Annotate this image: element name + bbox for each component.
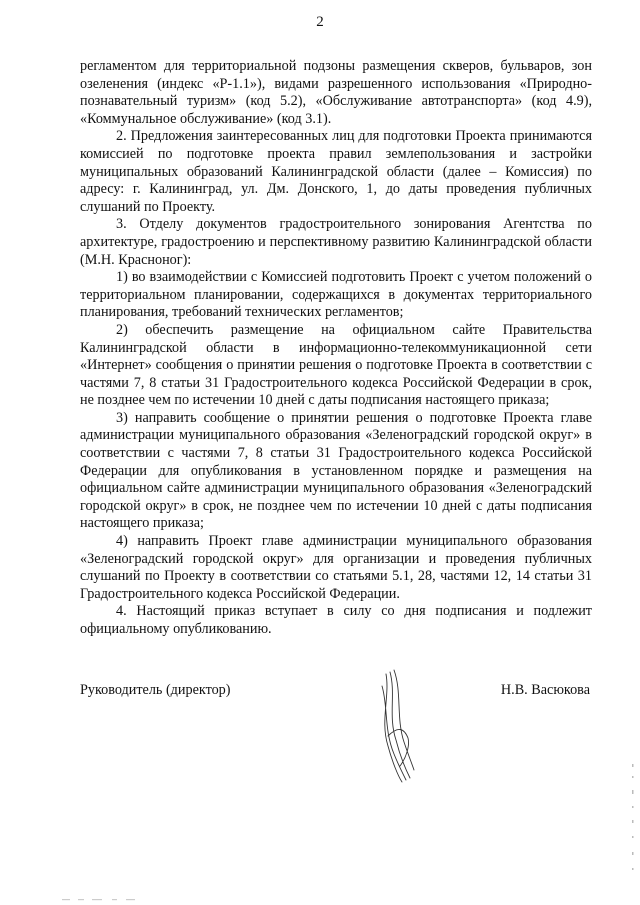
paragraph-subitem-1: 1) во взаимодействии с Комиссией подготовить Проект с учетом положений о территориальном планировании, содержащихся в документах территориального планирования, требований технических регламентов; — [80, 269, 592, 321]
signature-block — [80, 682, 590, 812]
signatory-name: Н.В. Васюкова — [500, 682, 590, 698]
paragraph-subitem-2: 2) обеспечить размещение на официальном сайте Правительства Калининградской области в информационно-телекоммуникационной сети «Интернет» сообщения о принятии решения о подготовке Проекта в соответствии с частями 7, 8 статьи 31 Градостроительного кодекса Российской Федерации в срок, не позднее чем по истечении 10 дней с даты подписания настоящего приказа; — [80, 321, 592, 409]
scan-margin-marks — [630, 760, 636, 880]
paragraph-item-2: 2. Предложения заинтересованных лиц для подготовки Проекта принимаются комиссией по подготовке проекта правил землепользования и застройки муниципальных образований Калининградской области (далее – Комиссия) по адресу: г. Калининград, ул. Дм. Донского, 1, до даты проведения публичных слушаний по Проекту. — [80, 128, 592, 215]
paragraph-subitem-4: 4) направить Проект главе администрации муниципального образования «Зеленоградский городской округ» для организации и проведения публичных слушаний по Проекту в соответствии со статьями 5.1, 28, частями 12, 14 статьи 31 Градостроительного кодекса Российской Федерации. — [80, 533, 592, 602]
page-number: 2 — [316, 14, 324, 30]
paragraph-item-3: 3. Отделу документов градостроительного зонирования Агентства по архитектуре, градостроению и перспективному развитию Калининградской области (М.Н. Красноног): — [80, 216, 592, 268]
signatory-position: Руководитель (директор) — [80, 682, 231, 698]
paragraph-subitem-3: 3) направить сообщение о принятии решения о подготовке Проекта главе администрации муниципального образования «Зеленоградский городской округ» в соответствии с частями 7, 8 статьи 31 Градостроительного кодекса Российской Федерации для опубликования в установленном порядке и размещения на официальном сайте администрации муниципального образования «Зеленоградский городской округ» в срок, не позднее чем по истечении 10 дней с даты подписания настоящего приказа; — [80, 409, 592, 532]
handwritten-signature-icon — [368, 666, 428, 786]
paragraph-continuation: регламентом для территориальной подзоны размещения скверов, бульваров, зон озеленения (индекс «Р-1.1»), видами разрешенного использования «Природно-познавательный туризм» (код 5.2), «Обслуживание автотранспорта» (код 4.9), «Коммунальное обслуживание» (код 3.1). — [80, 58, 592, 127]
document-body — [80, 58, 592, 639]
scan-bottom-marks — [60, 897, 160, 903]
paragraph-item-4: 4. Настоящий приказ вступает в силу со дня подписания и подлежит официальному опубликованию. — [80, 603, 592, 637]
